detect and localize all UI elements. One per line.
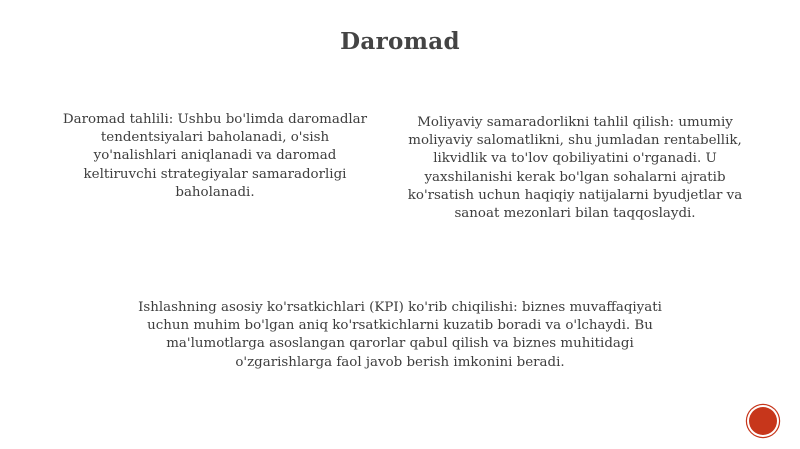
next-slide-button[interactable] bbox=[749, 407, 777, 435]
left-text-block: Daromad tahlili: Ushbu bo'limda daromadlar tendentsiyalari baholanadi, o'sish yo'nalishlari aniqlanadi va daromad keltiruvchi strategiyalar samaradorligi baholanadi. bbox=[62, 112, 368, 200]
slide-title: Daromad bbox=[340, 28, 460, 55]
bottom-text-block: Ishlashning asosiy ko'rsatkichlari (KPI) ko'rib chiqilishi: biznes muvaffaqiyati uchun muhim bo'lgan aniq ko'rsatkichlarni kuzatib boradi va o'lchaydi. Bu ma'lumotlarga asoslangan qarorlar qabul qilish va biznes muhitidagi o'zgarishlarga faol javob berish imkonini beradi. bbox=[138, 300, 662, 370]
right-text-block: Moliyaviy samaradorlikni tahlil qilish: umumiy moliyaviy salomatlikni, shu jumladan rentabellik, likvidlik va to'lov qobiliyatini o'rganadi. U yaxshilanishi kerak bo'lgan sohalarni ajratib ko'rsatish uchun haqiqiy natijalarni byudjetlar va sanoat mezonlari bilan taqqoslaydi. bbox=[407, 115, 743, 222]
